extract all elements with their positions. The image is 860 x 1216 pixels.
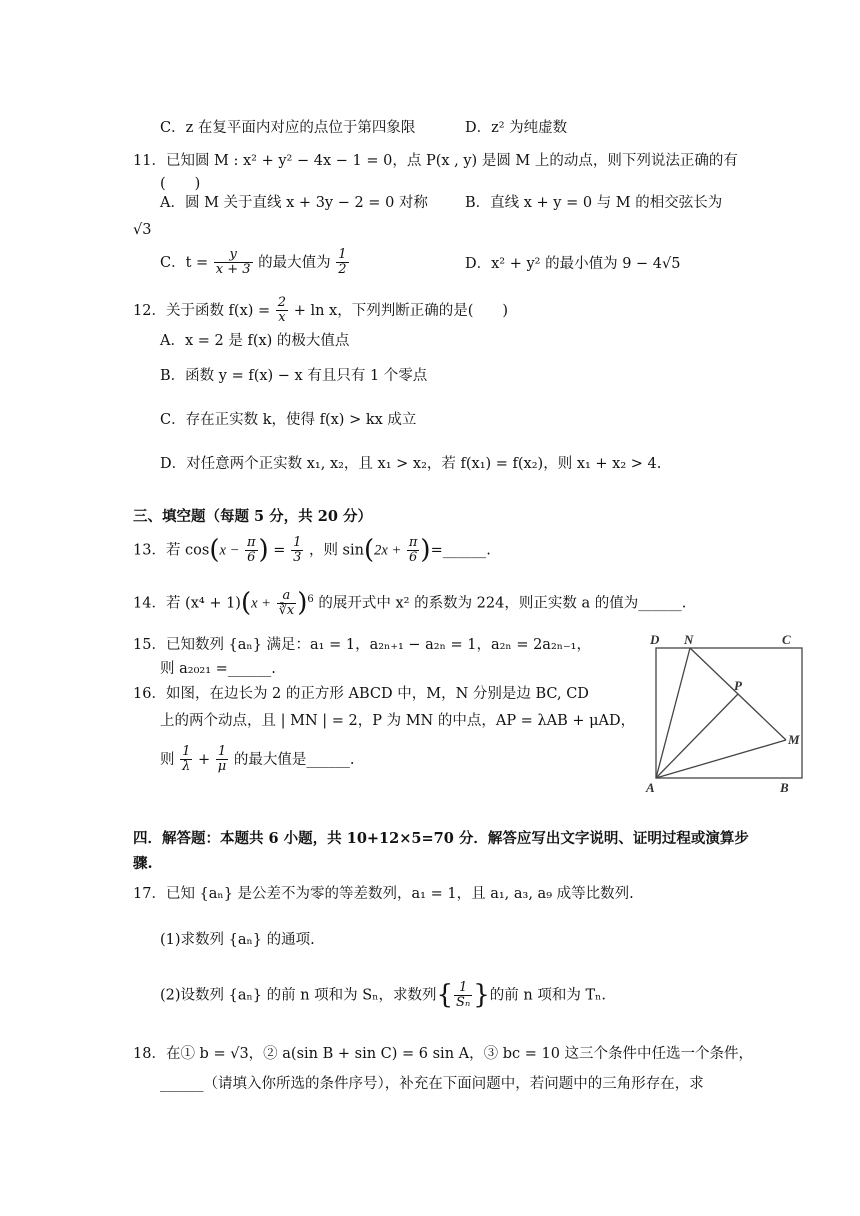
q12-option-c: C．存在正实数 k，使得 f(x) > kx 成立 [160,412,417,428]
q11-option-a: A．圆 M 关于直线 x + 3y − 2 = 0 对称 [160,195,428,211]
q14: 14．若 (x⁴ + 1)(x + $\frac{a}{∛x}$ )$^6$ 的展开式中 x² 的系数为 224，则正实数 a 的值为______. [133,587,687,619]
q14-fraction: $\frac{a}{∛x}$ [278,587,295,619]
q11-paren: ( ) [160,176,201,192]
label-c: C [782,632,791,647]
label-b: B [780,780,789,795]
q12-fraction: $\frac{2}{x}$ [277,295,287,326]
q15-ask: 则 a₂₀₂₁ =______. [160,661,276,677]
q11-option-b: B．直线 x + y = 0 与 M 的相交弦长为 [465,195,723,211]
q12-option-d: D．对任意两个正实数 x₁, x₂，且 x₁ > x₂，若 f(x₁) = f(x₂)，则 x₁ + x₂ > 4. [160,456,662,472]
label-a: A [646,780,655,795]
q14-arg: x + [251,595,271,612]
q14-prefix: 14．若 (x⁴ + 1) [133,595,241,612]
q13-mid: ，则 sin [308,542,364,559]
label-d: D [650,632,660,647]
q16-line-3 [160,745,354,775]
section-4-heading-line-1: 四．解答题：本题共 6 小题，共 10+12×5=70 分．解答应写出文字说明、证明过程或演算步 [133,830,749,847]
q14-exponent: 6 [307,593,314,605]
section-4-heading-line-2: 骤. [133,855,153,872]
q12-option-a: A．x = 2 是 f(x) 的极大值点 [160,333,350,349]
q18-line-2: ______（请填入你所选的条件序号），补充在下面问题中，若问题中的三角形存在，求 [160,1076,704,1092]
q11-stem: 11．已知圆 M : x² + y² − 4x − 1 = 0，点 P(x , y) 是圆 M 上的动点，则下列说法正确的有 [133,153,738,169]
q13-suffix: =______. [430,542,491,559]
q17-2-prefix: (2)设数列 {aₙ} 的前 n 项和为 Sₙ，求数列 [160,987,437,1004]
q13-fraction-value: $\frac{1}{3}$ [293,534,302,566]
q17-part-2: (2)设数列 {aₙ} 的前 n 项和为 Sₙ，求数列{ $\frac{1}{\text{Sₙ}}$ }的前 n 项和为 Tₙ. [160,979,607,1011]
q16-fraction-lambda: $\frac{1}{\lambda}$ [182,744,191,775]
q13-equals: = [273,542,286,559]
square-figure [640,628,820,798]
q13: 13．若 cos(x − $\frac{\pi}{6}$ ) = $\frac{1}{3}$ ，则 sin(2x + $\frac{\pi}{6}$ )=______. [133,534,491,566]
label-n: N [684,632,694,647]
q12-stem [133,296,508,326]
q12-suffix: + ln x，下列判断正确的是( ) [293,302,509,319]
q15-stem: 15．已知数列 {aₙ} 满足：a₁ = 1，a₂ₙ₊₁ − a₂ₙ = 1，a₂ₙ = 2a₂ₙ₋₁， [133,637,591,653]
q16-plus: + [198,751,211,768]
q11c-mid: 的最大值为 [258,254,331,271]
q10-option-c: C．z 在复平面内对应的点位于第四象限 [160,120,416,136]
q17-part-1: (1)求数列 {aₙ} 的通项. [160,932,315,948]
q16-fraction-mu: $\frac{1}{\mu}$ [217,744,227,775]
q11-option-d: D．x² + y² 的最小值为 9 − 4√5 [465,256,681,272]
q16-line-1: 16．如图，在边长为 2 的正方形 ABCD 中，M，N 分别是边 BC, CD [133,686,589,702]
square-abcd [656,648,802,778]
q13-arg-c: 2x + [374,542,402,559]
q13-prefix: 13．若 cos [133,542,210,559]
q11c-prefix: C．t = [160,254,209,271]
q16-prefix: 则 [160,751,175,768]
label-p: P [734,678,742,693]
label-m: M [788,732,800,747]
segment-an [656,648,690,778]
q12-prefix: 12．关于函数 f(x) = [133,302,271,319]
q18-line-1: 18．在① b = √3，② a(sin B + sin C) = 6 sin A，③ bc = 10 这三个条件中任选一个条件， [133,1046,754,1062]
q12-option-b: B．函数 y = f(x) − x 有且只有 1 个零点 [160,368,428,384]
q13-arg-a: x − [219,542,240,559]
q11c-fraction-max: $\frac{1}{2}$ [338,247,347,278]
segment-am [656,740,786,778]
q16-suffix: 的最大值是______. [233,751,355,768]
q13-fraction-pi6a: $\frac{\pi}{6}$ [246,534,256,566]
q14-suffix: 的展开式中 x² 的系数为 224，则正实数 a 的值为______. [318,595,687,612]
segment-nm [690,648,786,740]
q10-option-d: D．z² 为纯虚数 [465,120,568,136]
q17-2-suffix: 的前 n 项和为 Tₙ. [489,987,607,1004]
q11c-fraction-t: $\frac{y}{x + 3}$ [215,247,251,278]
section-3-heading: 三、填空题（每题 5 分，共 20 分） [133,508,372,525]
q17-stem: 17．已知 {aₙ} 是公差不为零的等差数列，a₁ = 1，且 a₁, a₃, a₉ 成等比数列. [133,886,634,902]
q16-line-2: 上的两个动点，且 | MN | = 2，P 为 MN 的中点，AP = λAB + μAD， [160,713,636,729]
q17-fraction: $\frac{1}{\text{Sₙ}}$ [456,979,471,1011]
q13-fraction-pi6b: $\frac{\pi}{6}$ [408,534,418,566]
q11-option-b-cont: √3 [133,222,152,238]
q11-option-c [160,248,350,278]
